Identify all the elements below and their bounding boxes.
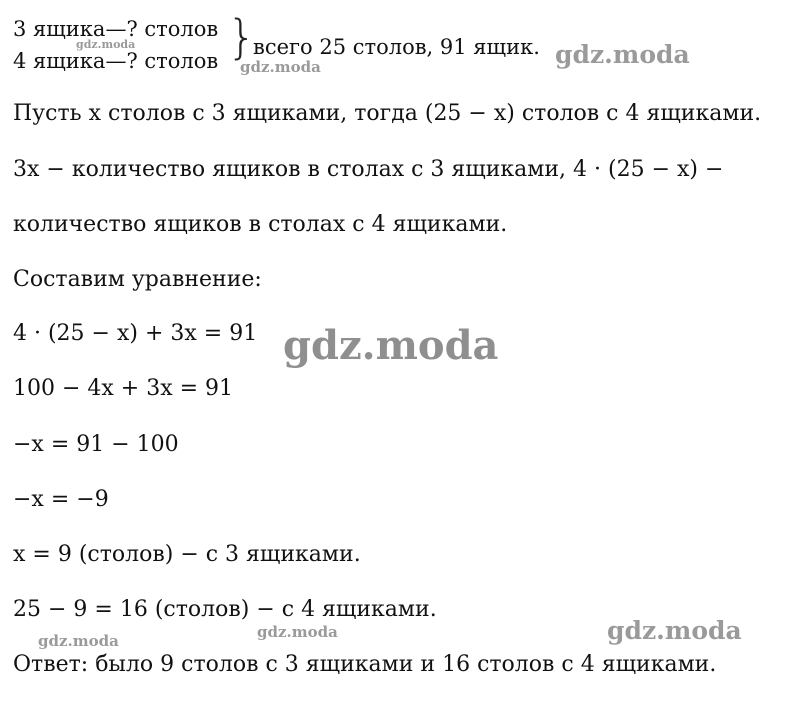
equation-line-3: −x = 91 − 100 [13,432,179,457]
result-line-1: x = 9 (столов) − с 3 ящиками. [13,542,361,567]
solution-line-3: количество ящиков в столах с 4 ящиками. [13,212,508,237]
result-line-2: 25 − 9 = 16 (столов) − с 4 ящиками. [13,597,437,622]
equation-line-1: 4 · (25 − x) + 3x = 91 [13,321,258,346]
watermark: gdz.moda [240,58,321,76]
solution-line-1: Пусть x столов с 3 ящиками, тогда (25 − x) столов с 4 ящиками. [13,101,762,126]
given-total: всего 25 столов, 91 ящик. [253,35,540,59]
watermark: gdz.moda [257,623,338,641]
curly-brace: } [227,10,257,64]
answer-line: Ответ: было 9 столов с 3 ящиками и 16 столов с 4 ящиками. [13,652,717,677]
watermark: gdz.moda [555,40,690,69]
given-line-1: 3 ящика—? столов [13,17,219,41]
watermark: gdz.moda [76,38,136,51]
equation-line-2: 100 − 4x + 3x = 91 [13,376,234,401]
equation-line-4: −x = −9 [13,487,109,512]
given-line-2: 4 ящика—? столов [13,49,219,73]
solution-line-4: Составим уравнение: [13,267,262,292]
watermark: gdz.moda [38,632,119,650]
solution-line-2: 3x − количество ящиков в столах с 3 ящиками, 4 · (25 − x) − [13,157,724,182]
watermark: gdz.moda [607,616,742,645]
watermark: gdz.moda [283,322,499,369]
